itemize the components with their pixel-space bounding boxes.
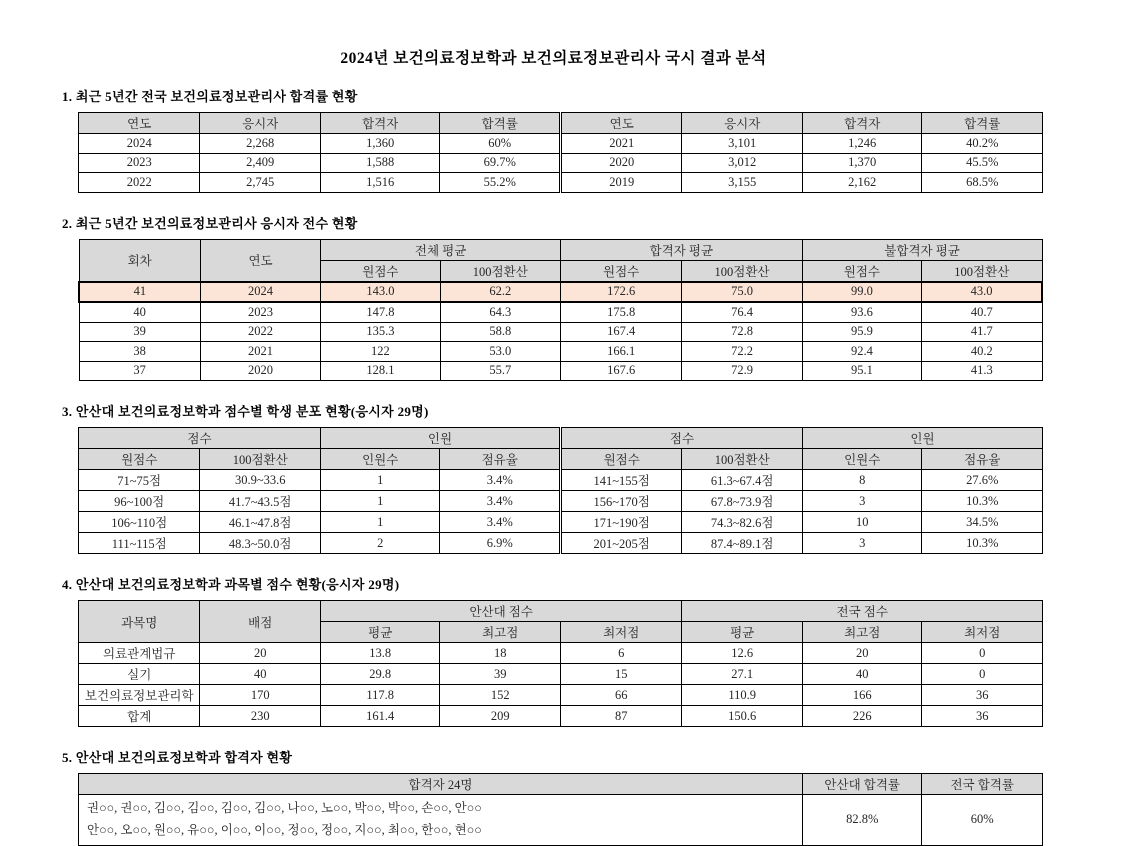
column-header: 점유율 xyxy=(440,449,561,470)
table-cell: 175.8 xyxy=(560,302,681,322)
table-cell: 41.7~43.5점 xyxy=(200,491,321,512)
column-header: 평균 xyxy=(320,622,440,643)
table-cell: 36 xyxy=(922,706,1043,727)
column-header: 연도 xyxy=(79,113,200,134)
table-cell: 3,101 xyxy=(682,134,803,154)
table-cell: 66 xyxy=(560,685,681,706)
table-cell: 201~205점 xyxy=(560,533,681,554)
table-cell: 43.0 xyxy=(922,282,1042,303)
table-cell: 1 xyxy=(320,491,440,512)
column-header: 연도 xyxy=(560,113,681,134)
column-header: 100점환산 xyxy=(922,260,1042,282)
table-row xyxy=(79,685,1043,706)
table-cell: 2,409 xyxy=(200,153,321,173)
table-cell: 40.2 xyxy=(922,342,1042,362)
table-row xyxy=(79,643,1043,664)
column-header: 연도 xyxy=(200,239,320,282)
table-row xyxy=(79,173,1043,193)
table-header-row xyxy=(79,601,1043,622)
table-cell: 93.6 xyxy=(802,302,921,322)
table-cell: 72.2 xyxy=(682,342,802,362)
column-group-header: 합격자 평균 xyxy=(560,239,802,260)
column-header: 100점환산 xyxy=(440,260,560,282)
table-cell: 12.6 xyxy=(682,643,803,664)
table-cell: 61.3~67.4점 xyxy=(682,470,803,491)
table-cell: 67.8~73.9점 xyxy=(682,491,803,512)
table-cell: 2023 xyxy=(200,302,320,322)
table-cell: 71~75점 xyxy=(79,470,200,491)
table-cell: 3 xyxy=(802,491,922,512)
table-cell: 6 xyxy=(560,643,681,664)
table-cell: 의료관계법규 xyxy=(79,643,200,664)
table-cell: 1,516 xyxy=(320,173,440,193)
table-cell: 141~155점 xyxy=(560,470,681,491)
table-cell: 2020 xyxy=(200,361,320,381)
table-cell: 10 xyxy=(802,512,922,533)
table-cell: 41.7 xyxy=(922,322,1042,342)
table-cell: 40.7 xyxy=(922,302,1042,322)
passer-names-line-2: 안○○, 오○○, 원○○, 유○○, 이○○, 이○○, 정○○, 정○○, 지○○, 최○○, 한○○, 현○○ xyxy=(87,822,482,837)
table-cell: 230 xyxy=(200,706,321,727)
table-cell: 64.3 xyxy=(440,302,560,322)
table-cell: 87.4~89.1점 xyxy=(682,533,803,554)
table-cell: 55.2% xyxy=(440,173,561,193)
column-header: 안산대 합격률 xyxy=(802,774,922,795)
table-row xyxy=(79,153,1043,173)
column-group-header: 불합격자 평균 xyxy=(802,239,1042,260)
table-cell: 1,246 xyxy=(802,134,922,154)
table-cell: 보건의료정보관리학 xyxy=(79,685,200,706)
table-cell: 167.4 xyxy=(560,322,681,342)
table-header-row xyxy=(79,113,1043,134)
table-cell: 27.1 xyxy=(682,664,803,685)
table-cell: 147.8 xyxy=(321,302,440,322)
table-cell: 20 xyxy=(802,643,922,664)
table-cell: 2,162 xyxy=(802,173,922,193)
table-cell: 37 xyxy=(79,361,200,381)
table-row xyxy=(79,491,1043,512)
table-cell: 122 xyxy=(321,342,440,362)
table-cell: 171~190점 xyxy=(560,512,681,533)
column-group-header: 인원 xyxy=(320,428,560,449)
table-cell: 69.7% xyxy=(440,153,561,173)
table-cell: 226 xyxy=(802,706,922,727)
table-cell: 2021 xyxy=(560,134,681,154)
table-cell: 3,012 xyxy=(682,153,803,173)
column-header: 전국 합격률 xyxy=(922,774,1043,795)
table-cell: 166.1 xyxy=(560,342,681,362)
table-cell: 48.3~50.0점 xyxy=(200,533,321,554)
table-cell: 2 xyxy=(320,533,440,554)
highlighted-row-2024 xyxy=(79,282,1042,303)
table-cell: 167.6 xyxy=(560,361,681,381)
table-cell: 40 xyxy=(79,302,200,322)
column-header: 합격자 xyxy=(802,113,922,134)
column-header: 최고점 xyxy=(440,622,561,643)
column-group-header: 점수 xyxy=(560,428,802,449)
table-cell: 53.0 xyxy=(440,342,560,362)
table-cell: 실기 xyxy=(79,664,200,685)
table-cell: 58.8 xyxy=(440,322,560,342)
section-2-heading: 2. 최근 5년간 보건의료정보관리사 응시자 전수 현황 xyxy=(62,215,358,231)
table-cell: 2022 xyxy=(79,173,200,193)
passer-names-line-1: 권○○, 권○○, 김○○, 김○○, 김○○, 김○○, 나○○, 노○○, 박○○, 박○○, 손○○, 안○○ xyxy=(87,801,482,815)
passer-names-cell xyxy=(79,795,803,846)
table-row xyxy=(79,512,1043,533)
table-cell: 2,745 xyxy=(200,173,321,193)
table-cell: 2021 xyxy=(200,342,320,362)
column-header: 합격자 24명 xyxy=(79,774,803,795)
table-cell: 30.9~33.6 xyxy=(200,470,321,491)
column-header: 원점수 xyxy=(560,449,681,470)
table-score-distribution xyxy=(78,427,1043,554)
table-national-pass-rate xyxy=(78,112,1043,193)
ansan-pass-rate: 82.8% xyxy=(802,795,922,846)
table-cell: 0 xyxy=(922,664,1043,685)
table-cell: 20 xyxy=(200,643,321,664)
column-header: 합격자 xyxy=(320,113,440,134)
table-cell: 117.8 xyxy=(320,685,440,706)
table-row xyxy=(79,470,1043,491)
section-5-heading: 5. 안산대 보건의료정보학과 합격자 현황 xyxy=(62,750,293,765)
table-cell: 40 xyxy=(200,664,321,685)
table-row xyxy=(79,134,1043,154)
table-cell: 3,155 xyxy=(682,173,803,193)
table-cell: 2024 xyxy=(79,134,200,154)
column-header: 배점 xyxy=(200,601,321,643)
table-cell: 41 xyxy=(79,282,200,303)
table-cell: 75.0 xyxy=(682,282,802,303)
table-cell: 0 xyxy=(922,643,1043,664)
table-passers xyxy=(78,773,1043,846)
table-cell: 161.4 xyxy=(320,706,440,727)
table-cell: 172.6 xyxy=(560,282,681,303)
table-cell: 209 xyxy=(440,706,561,727)
table-cell: 128.1 xyxy=(321,361,440,381)
table-header-row xyxy=(79,239,1042,260)
table-cell: 76.4 xyxy=(682,302,802,322)
table-cell: 3.4% xyxy=(440,512,561,533)
table-cell: 6.9% xyxy=(440,533,561,554)
table-cell: 95.1 xyxy=(802,361,921,381)
table-cell: 46.1~47.8점 xyxy=(200,512,321,533)
table-cell: 3 xyxy=(802,533,922,554)
column-header: 100점환산 xyxy=(682,260,802,282)
table-header-row xyxy=(79,774,1043,795)
table-subheader-row xyxy=(79,449,1043,470)
column-group-header: 안산대 점수 xyxy=(320,601,681,622)
table-cell: 41.3 xyxy=(922,361,1042,381)
table-row xyxy=(79,302,1042,322)
column-header: 원점수 xyxy=(321,260,440,282)
table-cell: 2023 xyxy=(79,153,200,173)
table-row xyxy=(79,706,1043,727)
column-header: 100점환산 xyxy=(200,449,321,470)
column-group-header: 전체 평균 xyxy=(321,239,561,260)
column-group-header: 점수 xyxy=(79,428,321,449)
table-cell: 135.3 xyxy=(321,322,440,342)
table-cell: 68.5% xyxy=(922,173,1043,193)
column-header: 합격률 xyxy=(440,113,561,134)
table-cell: 55.7 xyxy=(440,361,560,381)
column-header: 원점수 xyxy=(79,449,200,470)
table-cell: 111~115점 xyxy=(79,533,200,554)
column-group-header: 전국 점수 xyxy=(682,601,1043,622)
column-header: 최저점 xyxy=(560,622,681,643)
table-cell: 156~170점 xyxy=(560,491,681,512)
national-pass-rate: 60% xyxy=(922,795,1043,846)
table-cell: 39 xyxy=(79,322,200,342)
table-cell: 27.6% xyxy=(922,470,1043,491)
table-cell: 96~100점 xyxy=(79,491,200,512)
table-cell: 10.3% xyxy=(922,491,1043,512)
table-cell: 72.8 xyxy=(682,322,802,342)
table-cell: 2022 xyxy=(200,322,320,342)
table-cell: 143.0 xyxy=(321,282,440,303)
table-cell: 10.3% xyxy=(922,533,1043,554)
table-row xyxy=(79,533,1043,554)
table-cell: 92.4 xyxy=(802,342,921,362)
table-cell: 13.8 xyxy=(320,643,440,664)
table-cell: 1,588 xyxy=(320,153,440,173)
table-cell: 3.4% xyxy=(440,470,561,491)
table-cell: 1,370 xyxy=(802,153,922,173)
table-cell: 합계 xyxy=(79,706,200,727)
table-cell: 99.0 xyxy=(802,282,921,303)
column-header: 100점환산 xyxy=(682,449,803,470)
table-cell: 60% xyxy=(440,134,561,154)
table-cell: 8 xyxy=(802,470,922,491)
table-cell: 40 xyxy=(802,664,922,685)
column-header: 최고점 xyxy=(802,622,922,643)
table-cell: 72.9 xyxy=(682,361,802,381)
column-group-header: 인원 xyxy=(802,428,1042,449)
table-cell: 1 xyxy=(320,512,440,533)
doc-title: 2024년 보건의료정보학과 보건의료정보관리사 국시 결과 분석 xyxy=(340,50,767,67)
table-cell: 95.9 xyxy=(802,322,921,342)
table-cell: 166 xyxy=(802,685,922,706)
column-header: 합격률 xyxy=(922,113,1043,134)
section-4-heading: 4. 안산대 보건의료정보학과 과목별 점수 현황(응시자 29명) xyxy=(62,577,400,592)
table-cell: 2019 xyxy=(560,173,681,193)
table-cell: 36 xyxy=(922,685,1043,706)
column-header: 원점수 xyxy=(802,260,921,282)
section-1-heading: 1. 최근 5년간 전국 보건의료정보관리사 합격률 현황 xyxy=(62,89,358,104)
table-cell: 1 xyxy=(320,470,440,491)
table-cell: 15 xyxy=(560,664,681,685)
table-cell: 62.2 xyxy=(440,282,560,303)
table-row xyxy=(79,664,1043,685)
column-header: 평균 xyxy=(682,622,803,643)
table-cell: 87 xyxy=(560,706,681,727)
table-cell: 106~110점 xyxy=(79,512,200,533)
section-3-heading: 3. 안산대 보건의료정보학과 점수별 학생 분포 현황(응시자 29명) xyxy=(62,404,429,419)
table-cell: 40.2% xyxy=(922,134,1043,154)
table-cell: 1,360 xyxy=(320,134,440,154)
column-header: 과목명 xyxy=(79,601,200,643)
table-cell: 74.3~82.6점 xyxy=(682,512,803,533)
table-row xyxy=(79,322,1042,342)
table-cell: 18 xyxy=(440,643,561,664)
table-examinee-averages xyxy=(78,239,1043,382)
table-cell: 34.5% xyxy=(922,512,1043,533)
table-cell: 2020 xyxy=(560,153,681,173)
table-cell: 110.9 xyxy=(682,685,803,706)
column-header: 최저점 xyxy=(922,622,1043,643)
table-cell: 150.6 xyxy=(682,706,803,727)
table-cell: 29.8 xyxy=(320,664,440,685)
table-row xyxy=(79,795,1043,846)
table-cell: 39 xyxy=(440,664,561,685)
table-row xyxy=(79,361,1042,381)
table-cell: 2024 xyxy=(200,282,320,303)
column-header: 점유율 xyxy=(922,449,1043,470)
table-cell: 3.4% xyxy=(440,491,561,512)
table-cell: 152 xyxy=(440,685,561,706)
table-cell: 2,268 xyxy=(200,134,321,154)
column-header: 인원수 xyxy=(802,449,922,470)
column-header: 응시자 xyxy=(200,113,321,134)
table-header-row xyxy=(79,428,1043,449)
column-header: 회차 xyxy=(79,239,200,282)
table-cell: 45.5% xyxy=(922,153,1043,173)
column-header: 인원수 xyxy=(320,449,440,470)
table-cell: 170 xyxy=(200,685,321,706)
column-header: 원점수 xyxy=(560,260,681,282)
column-header: 응시자 xyxy=(682,113,803,134)
table-subject-scores xyxy=(78,600,1043,727)
table-row xyxy=(79,342,1042,362)
table-cell: 38 xyxy=(79,342,200,362)
